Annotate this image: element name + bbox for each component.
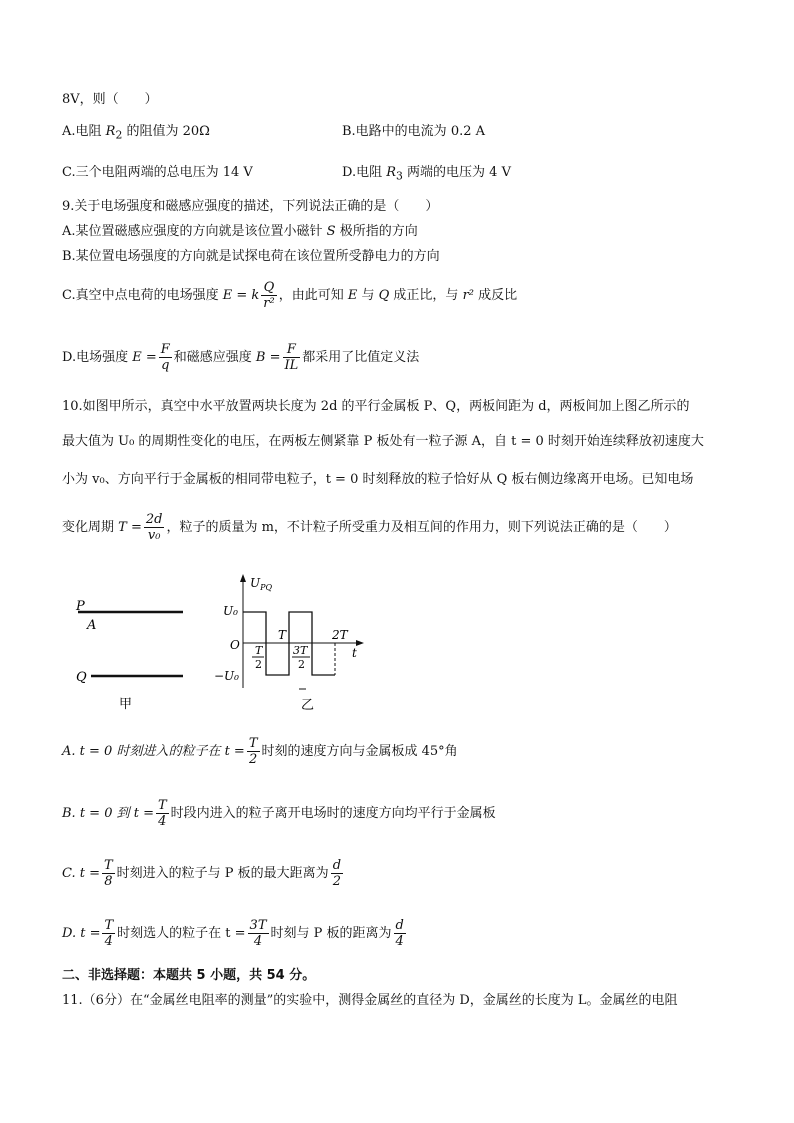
section-heading: 二、非选择题：本题共 5 小题，共 54 分。 xyxy=(62,968,316,983)
q10-d-den3: 4 xyxy=(395,934,404,949)
q9-c-post: 成反比 xyxy=(474,288,518,303)
q8-option-b: B.电路中的电流为 0.2 A xyxy=(342,124,486,139)
q10-d-frac xyxy=(102,918,115,949)
q9-d-den1: q xyxy=(161,358,170,373)
q9-c-den: r² xyxy=(263,296,275,311)
q8-d-pre: D.电阻 xyxy=(342,165,387,180)
q9-option-c xyxy=(62,280,517,311)
q8-a-pre: A.电阻 xyxy=(62,124,106,139)
q10-d-num3: d xyxy=(395,918,404,933)
q10-b-frac xyxy=(156,798,169,829)
q10-b-num: T xyxy=(157,798,167,813)
q10-a-frac xyxy=(247,736,260,767)
q10-b-post: 时段内进入的粒子离开电场时的速度方向均平行于金属板 xyxy=(170,806,496,821)
tick-3t2-num: 3T xyxy=(293,644,308,657)
q9-d-pre: D.电场强度 xyxy=(62,350,133,365)
q10-c-mid: 时刻进入的粒子与 P 板的最大距离为 xyxy=(116,866,329,881)
label-a: A xyxy=(87,618,97,633)
tick-t2-num: T xyxy=(255,644,263,657)
q10-c-pre: C. t = xyxy=(62,866,100,881)
q10-line1: 10.如图甲所示，真空中水平放置两块长度为 2d 的平行金属板 P、Q，两板间距为 d，两板间加上图乙所示的 xyxy=(62,399,690,414)
q8-d-post: 两端的电压为 4 V xyxy=(402,165,511,180)
q10-d-mid2: 时刻与 P 板的距离为 xyxy=(270,926,392,941)
q9-c-and: 与 xyxy=(357,288,379,303)
q10-option-d xyxy=(62,918,408,949)
tick-3t2-den: 2 xyxy=(298,658,305,671)
t-arrow xyxy=(356,640,364,646)
q9-d-post: 都采用了比值定义法 xyxy=(302,350,420,365)
q10-d-num: T xyxy=(104,918,114,933)
q10-line2: 最大值为 U₀ 的周期性变化的电压，在两板左侧紧靠 P 板处有一粒子源 A，自 t = 0 时刻开始连续释放初速度大 xyxy=(62,434,704,449)
q10-figure xyxy=(0,560,794,720)
q9-c-r: r² xyxy=(462,288,474,303)
label-p: P xyxy=(76,599,85,614)
q9-c-pre: C.真空中点电荷的电场强度 xyxy=(62,288,223,303)
neg-u0-label: −U₀ xyxy=(214,669,239,683)
q10-a-num: T xyxy=(248,736,258,751)
q8-d-var: R xyxy=(386,165,397,180)
q10-option-a xyxy=(62,736,458,767)
axis-y-sub: PQ xyxy=(260,583,273,592)
q9-d-num2: F xyxy=(283,342,301,358)
q8-tail: 8V，则（ ） xyxy=(62,92,158,107)
tick-2t: 2T xyxy=(332,628,348,642)
axis-y-main: U xyxy=(250,576,261,590)
q10-l4-post: ，粒子的质量为 m，不计粒子所受重力及相互间的作用力，则下列说法正确的是（ ） xyxy=(166,520,677,535)
q9-c-frac xyxy=(261,280,276,311)
q9-stem: 9.关于电场强度和磁感应强度的描述，下列说法正确的是（ ） xyxy=(62,199,439,214)
q10-c-num: T xyxy=(104,858,113,873)
caption-left: 甲 xyxy=(119,697,133,712)
q9-option-b: B.某位置电场强度的方向就是试探电荷在该位置所受静电力的方向 xyxy=(62,249,440,264)
q9-c-num: Q xyxy=(261,280,276,296)
q10-c-num2: d xyxy=(332,858,342,873)
q10-d-mid: 时刻选人的粒子在 t = xyxy=(117,926,246,941)
q9-option-a xyxy=(62,222,418,242)
q9-a-post: 极所指的方向 xyxy=(335,224,418,239)
q9-c-mid2: 成正比，与 xyxy=(389,288,463,303)
q9-d-eq2: B = xyxy=(255,350,281,365)
q9-d-num1: F xyxy=(160,342,170,357)
tick-t: T xyxy=(278,628,287,642)
q8-a-var: R xyxy=(105,124,116,139)
q10-a-den: 2 xyxy=(249,752,258,767)
q8-a-post: 的阻值为 20Ω xyxy=(122,124,210,139)
q10-c-den2: 2 xyxy=(332,874,341,889)
label-q: Q xyxy=(76,670,87,685)
q10-l4-eq: T = xyxy=(118,520,142,535)
q9-d-frac1 xyxy=(159,342,172,373)
q10-l4-num: 2d xyxy=(145,512,163,527)
q8-option-d xyxy=(342,163,511,187)
tick-t2-den: 2 xyxy=(255,658,262,671)
q10-line3: 小为 v₀、方向平行于金属板的相同带电粒子，t = 0 时刻释放的粒子恰好从 Q 板右侧边缘离开电场。已知电场 xyxy=(62,472,694,487)
q10-c-frac2 xyxy=(331,858,343,889)
q9-d-mid: 和磁感应强度 xyxy=(173,350,256,365)
q9-c-e: E xyxy=(347,288,358,303)
y-arrow xyxy=(240,574,246,582)
q10-l4-den: v₀ xyxy=(147,528,161,543)
origin-label: O xyxy=(230,638,240,652)
q11-stem: 11.（6分）在“金属丝电阻率的测量”的实验中，测得金属丝的直径为 D，金属丝的长度为 L。金属丝的电阻 xyxy=(62,993,678,1008)
q9-c-mid: ，由此可知 xyxy=(278,288,348,303)
q9-a-var: S xyxy=(326,224,336,239)
caption-right: 乙 xyxy=(301,698,315,713)
axis-y-label xyxy=(250,576,273,592)
q10-line4 xyxy=(62,512,677,543)
q10-d-frac2 xyxy=(248,918,269,949)
q9-d-frac2 xyxy=(283,342,301,373)
q10-d-pre: D. t = xyxy=(62,926,101,941)
t-axis-label: t xyxy=(352,646,357,660)
q9-option-d xyxy=(62,342,419,373)
q10-d-frac3 xyxy=(394,918,406,949)
q10-option-c xyxy=(62,858,345,889)
q9-d-den2: IL xyxy=(284,358,299,373)
q9-c-eq: E = k xyxy=(222,288,260,303)
q8-a-sub: 2 xyxy=(115,128,123,142)
q10-a-pre: A. t = 0 时刻进入的粒子在 t = xyxy=(62,744,245,759)
q8-option-c: C.三个电阻两端的总电压为 14 V xyxy=(62,165,253,180)
q8-d-sub: 3 xyxy=(396,169,403,183)
q10-b-den: 4 xyxy=(158,814,167,829)
q10-l4-pre: 变化周期 xyxy=(62,520,119,535)
q10-a-post: 时刻的速度方向与金属板成 45°角 xyxy=(261,744,458,759)
q9-a-pre: A.某位置磁感应强度的方向就是该位置小磁针 xyxy=(62,224,327,239)
q10-c-frac xyxy=(102,858,115,889)
u0-label: U₀ xyxy=(223,604,238,618)
q10-l4-frac xyxy=(144,512,165,543)
q10-c-den: 8 xyxy=(104,874,113,889)
q10-d-den2: 4 xyxy=(253,934,263,949)
q10-option-b xyxy=(62,798,496,829)
q9-c-q: Q xyxy=(378,288,390,303)
q9-d-eq1: E = xyxy=(132,350,157,365)
q10-b-pre: B. t = 0 到 t = xyxy=(62,806,154,821)
q10-d-den: 4 xyxy=(104,934,113,949)
q8-option-a xyxy=(62,122,210,146)
q10-d-num2: 3T xyxy=(249,918,267,933)
